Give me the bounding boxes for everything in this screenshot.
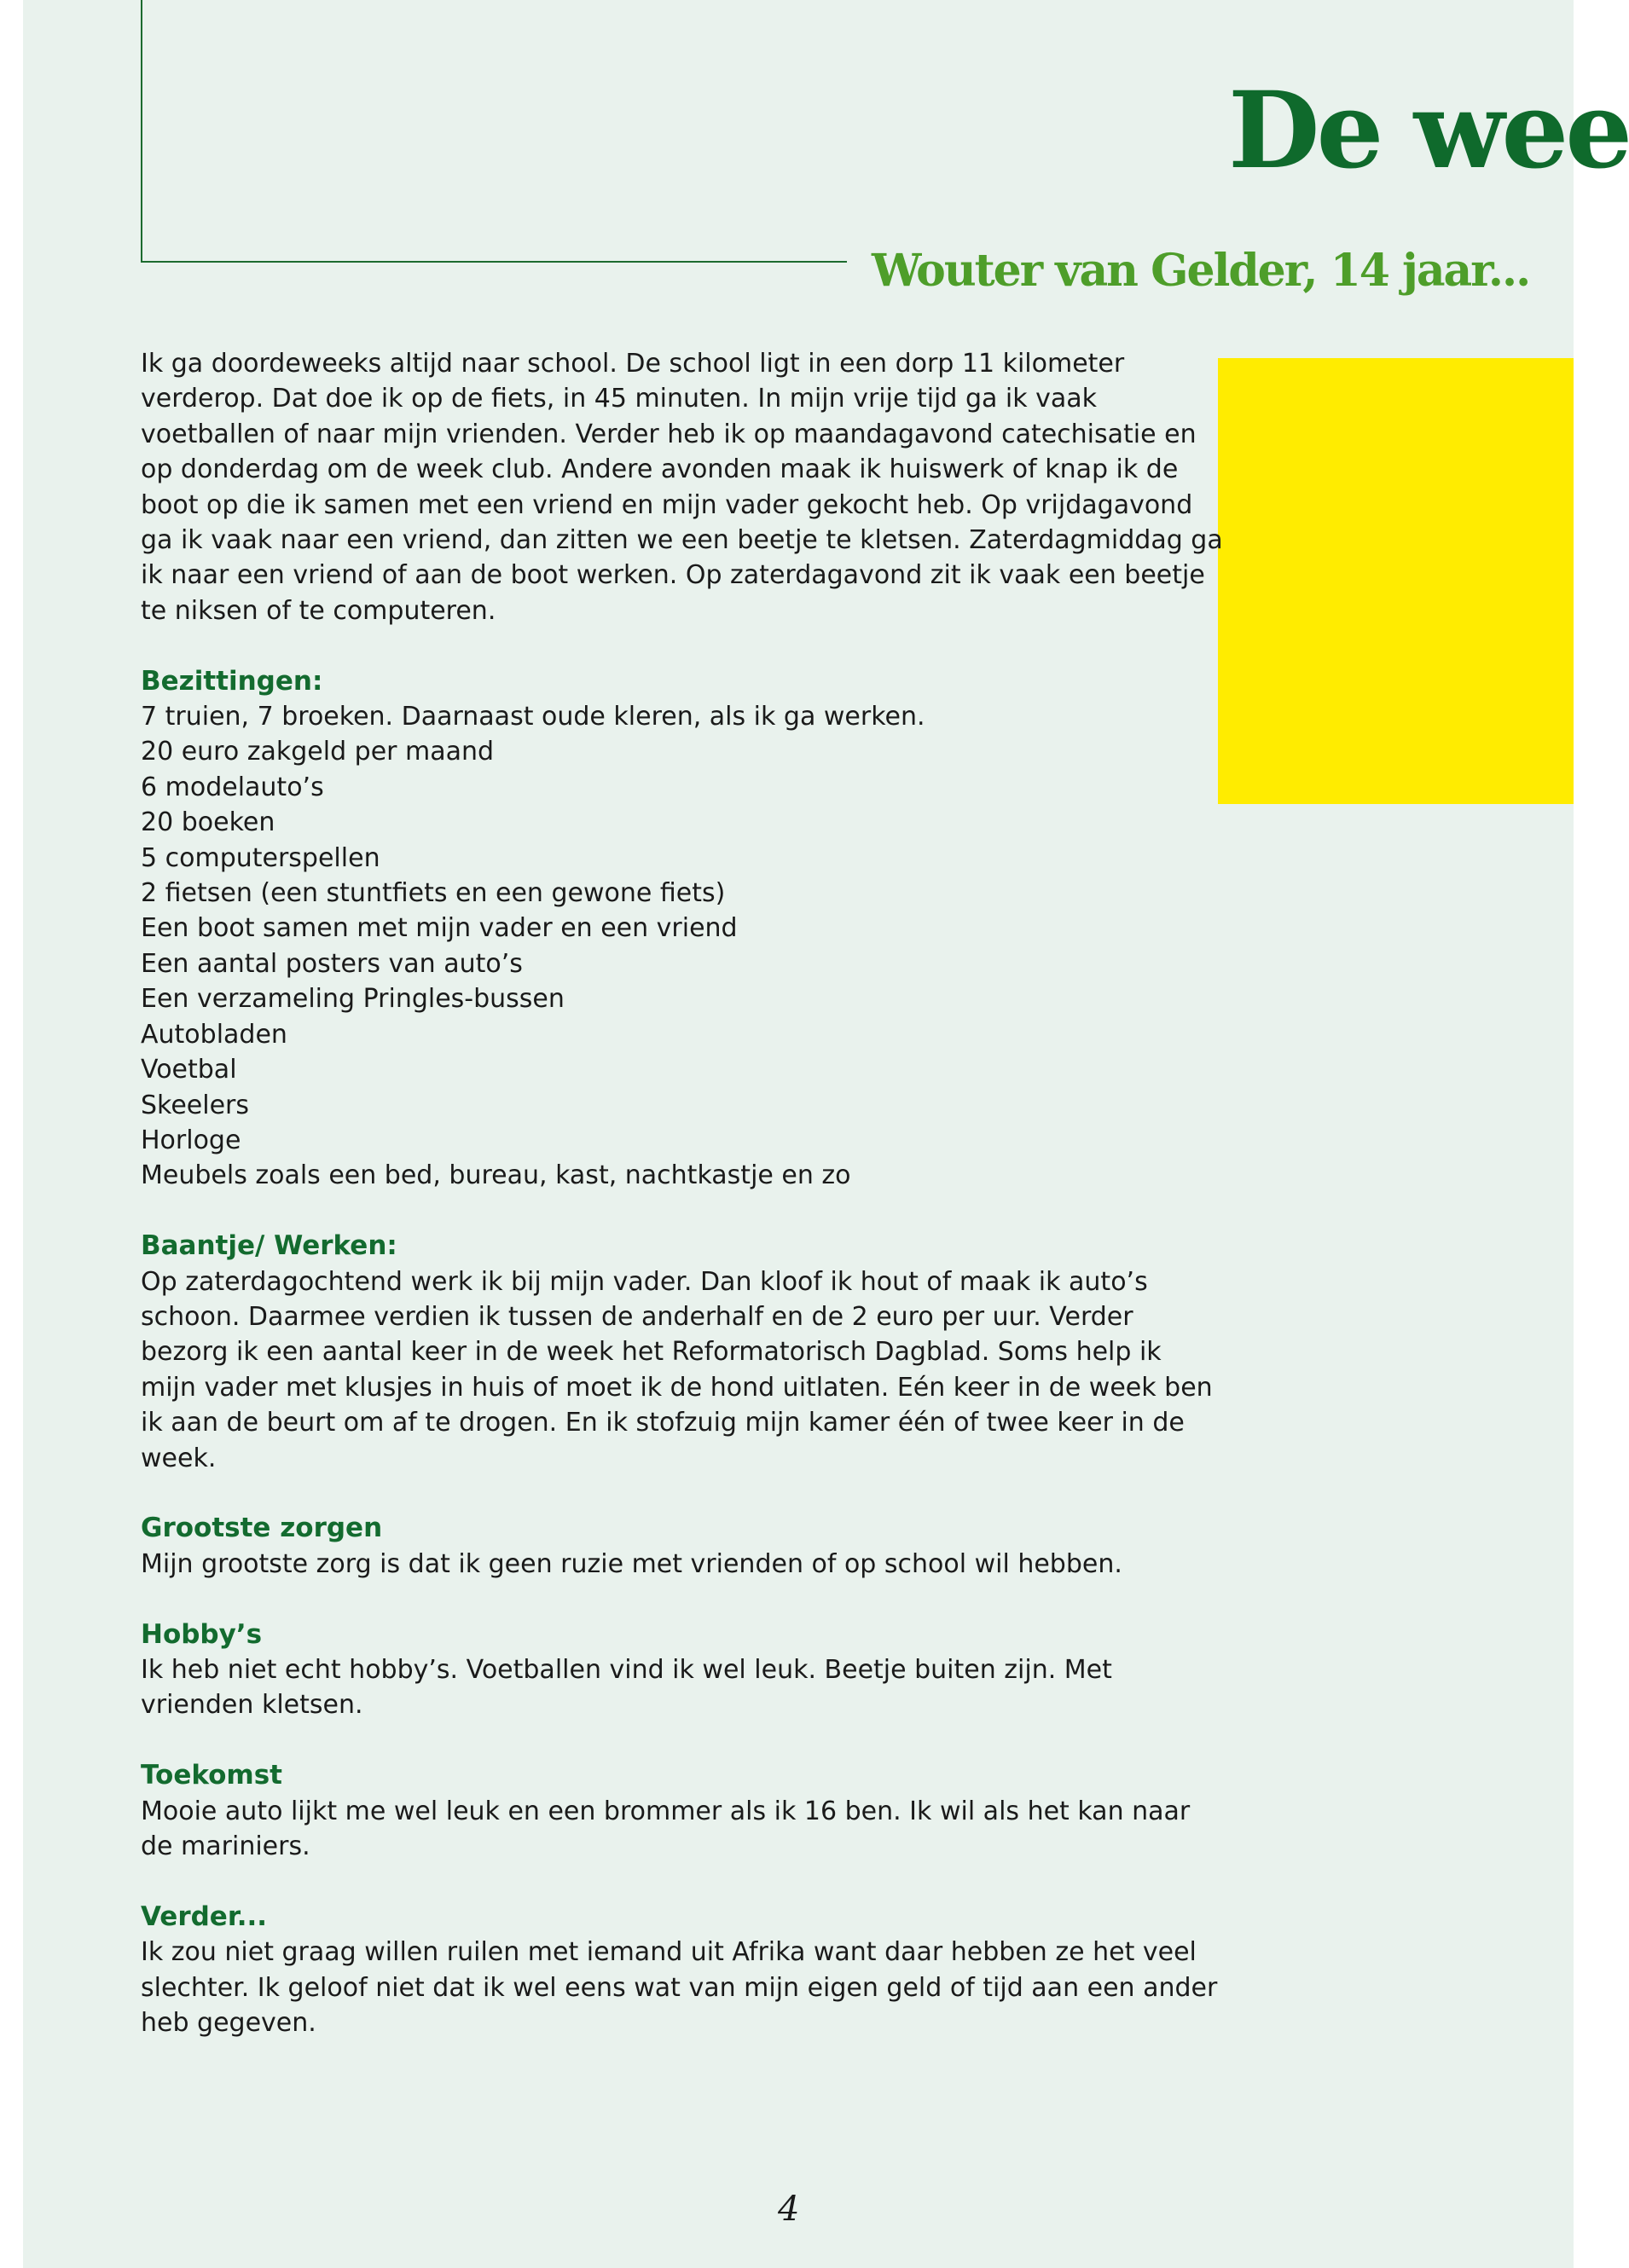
possessions-section <box>141 664 1224 1194</box>
future-heading: Toekomst <box>141 1760 283 1791</box>
list-item: Meubels zoals een bed, bureau, kast, nachtkastje en zo <box>141 1160 851 1191</box>
article-body <box>141 346 1224 2040</box>
list-item: 20 euro zakgeld per maand <box>141 737 495 767</box>
hobbies-heading: Hobby’s <box>141 1618 263 1650</box>
list-item: Horloge <box>141 1125 241 1155</box>
page-number: 4 <box>778 2190 800 2229</box>
future-section <box>141 1758 1224 1864</box>
frame-line-horizontal <box>141 261 847 263</box>
page-subtitle: Wouter van Gelder, 14 jaar... <box>872 245 1530 297</box>
hobbies-section <box>141 1617 1224 1723</box>
worries-heading: Grootste zorgen <box>141 1513 383 1544</box>
job-text: Op zaterdagochtend werk ik bij mijn vader. Dan kloof ik hout of maak ik auto’s schoon. Daarmee verdien ik tussen de anderhalf en de 2 euro per uur. Verder bezorg ik een aantal keer in de week het Reformatorisch Dagblad. Soms help ik mijn vader met klusjes in huis of moet ik de hond uitlaten. Eén keer in de week ben ik aan de beurt om af te drogen. En ik stofzuig mijn kamer één of twee keer in de week. <box>141 1266 1213 1473</box>
list-item: 6 modelauto’s <box>141 772 324 802</box>
worries-section <box>141 1511 1224 1582</box>
possessions-heading: Bezittingen: <box>141 665 323 697</box>
further-text: Ik zou niet graag willen ruilen met iemand uit Afrika want daar hebben ze het veel slechter. Ik geloof niet dat ik wel eens wat van mijn eigen geld of tijd aan een ander heb gegeven. <box>141 1937 1218 2038</box>
further-section <box>141 1900 1224 2041</box>
yellow-photo-placeholder <box>1218 358 1574 804</box>
page <box>23 0 1629 2268</box>
possessions-list <box>141 699 1224 1194</box>
list-item: Een verzameling Pringles-bussen <box>141 984 565 1015</box>
list-item: Skeelers <box>141 1090 250 1120</box>
hobbies-text: Ik heb niet echt hobby’s. Voetballen vind ik wel leuk. Beetje buiten zijn. Met vrienden kletsen. <box>141 1654 1112 1721</box>
list-item: 5 computerspellen <box>141 842 380 873</box>
further-heading: Verder... <box>141 1901 268 1932</box>
list-item: 7 truien, 7 broeken. Daarnaast oude kleren, als ik ga werken. <box>141 702 925 732</box>
page-title: De wee <box>1228 69 1629 193</box>
list-item: Autobladen <box>141 1019 287 1050</box>
job-section <box>141 1229 1224 1476</box>
list-item: Een boot samen met mijn vader en een vriend <box>141 913 738 944</box>
list-item: Voetbal <box>141 1055 237 1085</box>
list-item: 20 boeken <box>141 807 275 838</box>
job-heading: Baantje/ Werken: <box>141 1230 397 1262</box>
frame-line-vertical <box>141 0 142 263</box>
future-text: Mooie auto lijkt me wel leuk en een brommer als ik 16 ben. Ik wil als het kan naar de mariniers. <box>141 1796 1191 1861</box>
list-item: 2 fietsen (een stuntfiets en een gewone fiets) <box>141 878 726 909</box>
list-item: Een aantal posters van auto’s <box>141 948 523 979</box>
worries-text: Mijn grootste zorg is dat ik geen ruzie met vrienden of op school wil hebben. <box>141 1548 1122 1579</box>
intro-paragraph: Ik ga doordeweeks altijd naar school. De school ligt in een dorp 11 kilometer verderop. Dat doe ik op de fiets, in 45 minuten. In mijn vrije tijd ga ik vaak voetballen of naar mijn vrienden. Verder heb ik op maandagavond catechisatie en op donderdag om de week club. Andere avonden maak ik huiswerk of knap ik de boot op die ik samen met een vriend en mijn vader gekocht heb. Op vrijdagavond ga ik vaak naar een vriend, dan zitten we een beetje te kletsen. Zaterdagmiddag ga ik naar een vriend of aan de boot werken. Op zaterdagavond zit ik vaak een beetje te niksen of te computeren. <box>141 349 1223 626</box>
